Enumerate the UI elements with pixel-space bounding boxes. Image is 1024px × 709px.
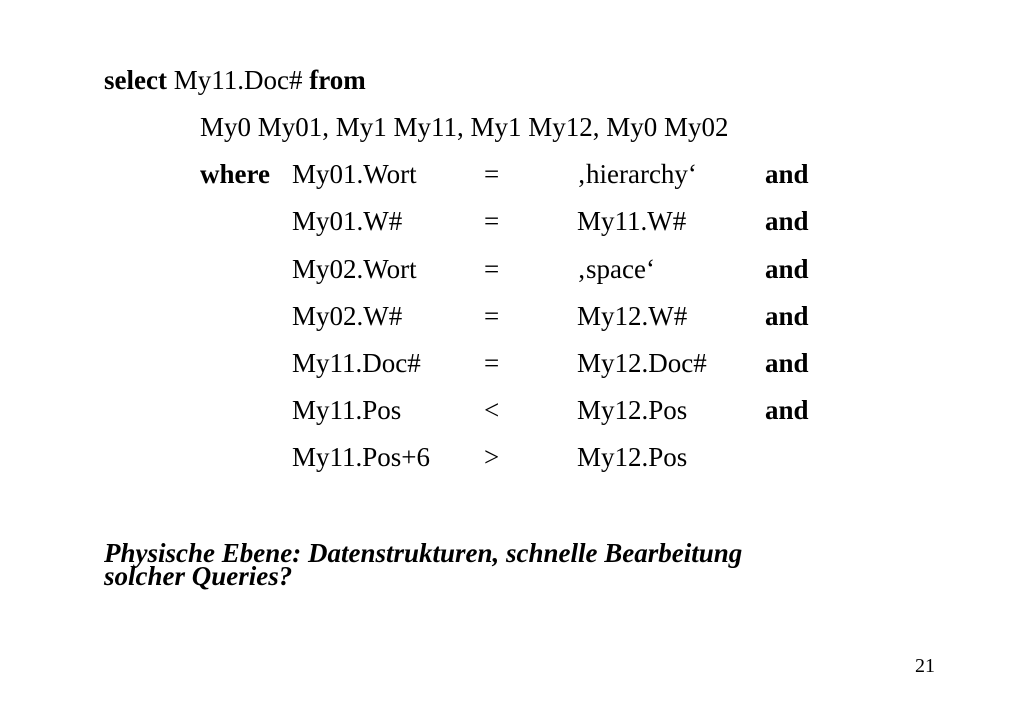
condition-right: My12.W#	[577, 301, 688, 331]
from-list: My0 My01, My1 My11, My1 My12, My0 My02	[200, 112, 729, 142]
condition-row	[0, 256, 1024, 286]
condition-operator: =	[484, 254, 500, 284]
note-line-2: solcher Queries?	[104, 561, 293, 591]
condition-left: My02.W#	[292, 301, 403, 331]
condition-left: My01.W#	[292, 206, 403, 236]
condition-conjunction: and	[765, 159, 809, 189]
condition-left: My01.Wort	[292, 159, 417, 189]
condition-right: My12.Doc#	[577, 348, 707, 378]
condition-operator: =	[484, 159, 500, 189]
condition-right: My11.W#	[577, 206, 687, 236]
condition-row	[0, 397, 1024, 427]
condition-right: My12.Pos	[577, 442, 688, 472]
condition-left: My11.Pos	[292, 395, 402, 425]
from-keyword: from	[309, 65, 366, 95]
note-text	[104, 538, 742, 591]
select-expression: My11.Doc#	[173, 65, 303, 95]
select-line	[104, 67, 366, 94]
page-number: 21	[915, 655, 935, 677]
condition-conjunction: and	[765, 206, 809, 236]
condition-left: My11.Doc#	[292, 348, 421, 378]
condition-row	[0, 303, 1024, 333]
condition-conjunction: and	[765, 301, 809, 331]
condition-right: ‚hierarchy‘	[577, 159, 697, 189]
where-keyword: where	[200, 159, 270, 189]
condition-row	[0, 444, 1024, 474]
select-keyword: select	[104, 65, 167, 95]
condition-right: My12.Pos	[577, 395, 688, 425]
condition-conjunction: and	[765, 254, 809, 284]
condition-left: My11.Pos+6	[292, 442, 431, 472]
condition-operator: =	[484, 206, 500, 236]
note-line-1: Physische Ebene: Datenstrukturen, schnelle Bearbeitung	[104, 538, 743, 568]
condition-row	[0, 350, 1024, 380]
condition-operator: =	[484, 301, 500, 331]
condition-conjunction: and	[765, 395, 809, 425]
condition-row	[0, 208, 1024, 238]
condition-left: My02.Wort	[292, 254, 417, 284]
condition-operator: >	[484, 442, 500, 472]
condition-operator: <	[484, 395, 500, 425]
condition-right: ‚space‘	[577, 254, 655, 284]
condition-row	[0, 161, 1024, 191]
condition-operator: =	[484, 348, 500, 378]
condition-conjunction: and	[765, 348, 809, 378]
